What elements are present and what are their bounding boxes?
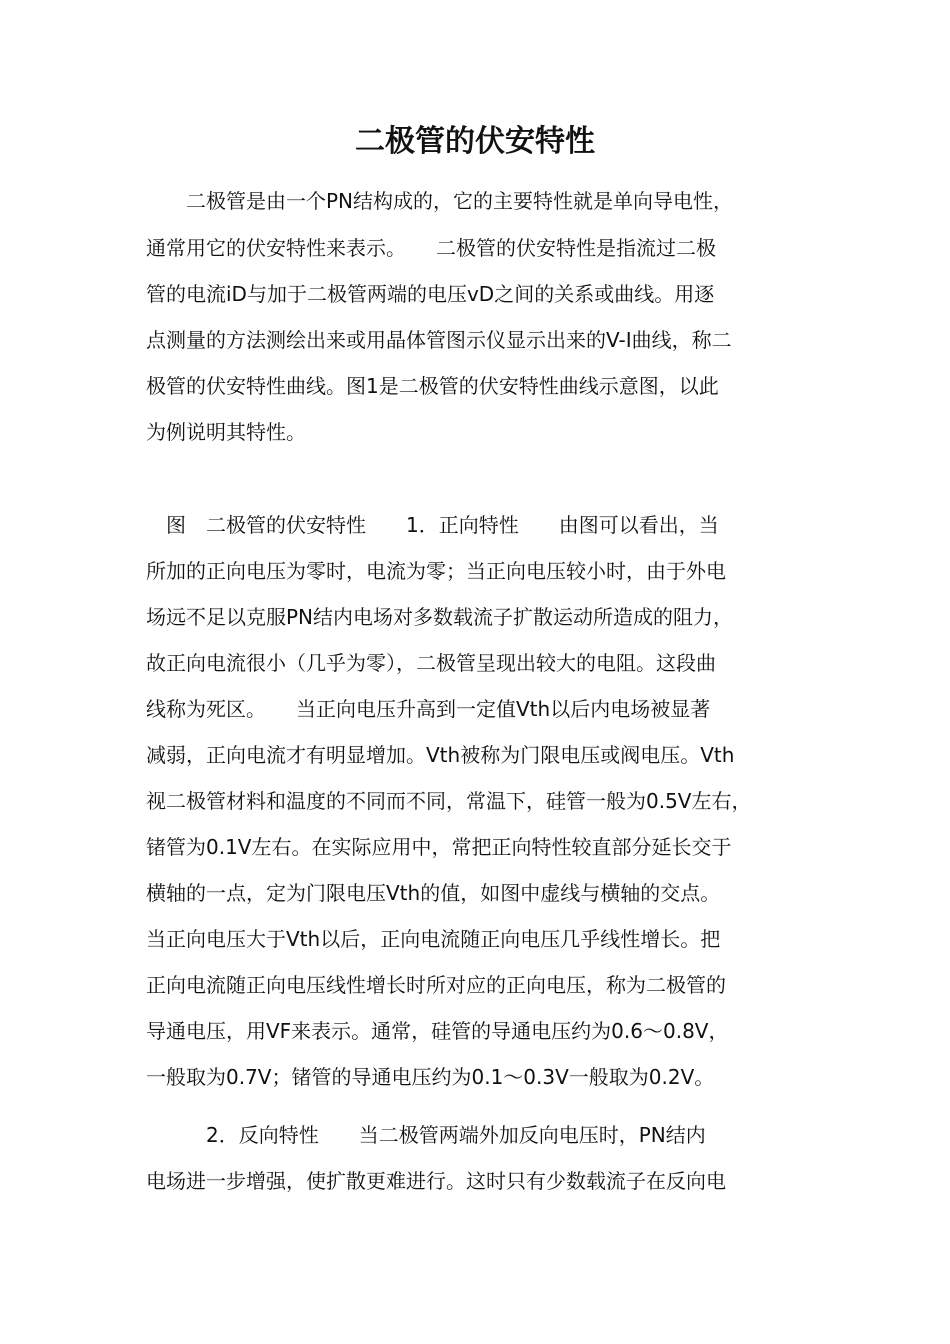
text-line-2: 通常用它的伏安特性来表示。 二极管的伏安特性是指流过二极 (146, 236, 716, 260)
text-line-1: 二极管是由一个PN结构成的，它的主要特性就是单向导电性， (146, 189, 734, 213)
text-line-7: 图 二极管的伏安特性 1．正向特性 由图可以看出，当 (146, 513, 719, 537)
text-line-3: 管的电流iD与加于二极管两端的电压vD之间的关系或曲线。用逐 (146, 282, 715, 306)
page-title: 二极管的伏安特性 (355, 124, 595, 159)
text-line-4: 点测量的方法测绘出来或用晶体管图示仪显示出来的V-I曲线，称二 (146, 328, 732, 352)
text-line-13: 视二极管材料和温度的不同而不同，常温下，硅管一般为0.5V左右， (146, 789, 752, 813)
text-line-14: 锗管为0.1V左右。在实际应用中，常把正向特性较直部分延长交于 (146, 835, 732, 859)
text-line-5: 极管的伏安特性曲线。图1是二极管的伏安特性曲线示意图，以此 (146, 374, 719, 398)
text-line-15: 横轴的一点，定为门限电压Vth的值，如图中虚线与横轴的交点。 (146, 881, 721, 905)
text-line-10: 故正向电流很小（几乎为零），二极管呈现出较大的电阻。这段曲 (146, 651, 716, 675)
text-line-16: 当正向电压大于Vth以后，正向电流随正向电压几乎线性增长。把 (146, 927, 721, 951)
text-line-19: 一般取为0.7V；锗管的导通电压约为0.1～0.3V一般取为0.2V。 (146, 1065, 715, 1089)
text-line-20: 2．反向特性 当二极管两端外加反向电压时，PN结内 (146, 1123, 706, 1147)
text-line-8: 所加的正向电压为零时，电流为零；当正向电压较小时，由于外电 (146, 559, 726, 583)
text-line-18: 导通电压，用VF来表示。通常，硅管的导通电压约为0.6～0.8V， (146, 1019, 729, 1043)
text-line-12: 减弱，正向电流才有明显增加。Vth被称为门限电压或阀电压。Vth (146, 743, 735, 767)
text-line-11: 线称为死区。 当正向电压升高到一定值Vth以后内电场被显著 (146, 697, 711, 721)
text-line-9: 场远不足以克服PN结内电场对多数载流子扩散运动所造成的阻力， (146, 605, 734, 629)
text-line-17: 正向电流随正向电压线性增长时所对应的正向电压，称为二极管的 (146, 973, 726, 997)
text-line-6: 为例说明其特性。 (146, 420, 306, 444)
text-line-21: 电场进一步增强，使扩散更难进行。这时只有少数载流子在反向电 (146, 1169, 726, 1193)
